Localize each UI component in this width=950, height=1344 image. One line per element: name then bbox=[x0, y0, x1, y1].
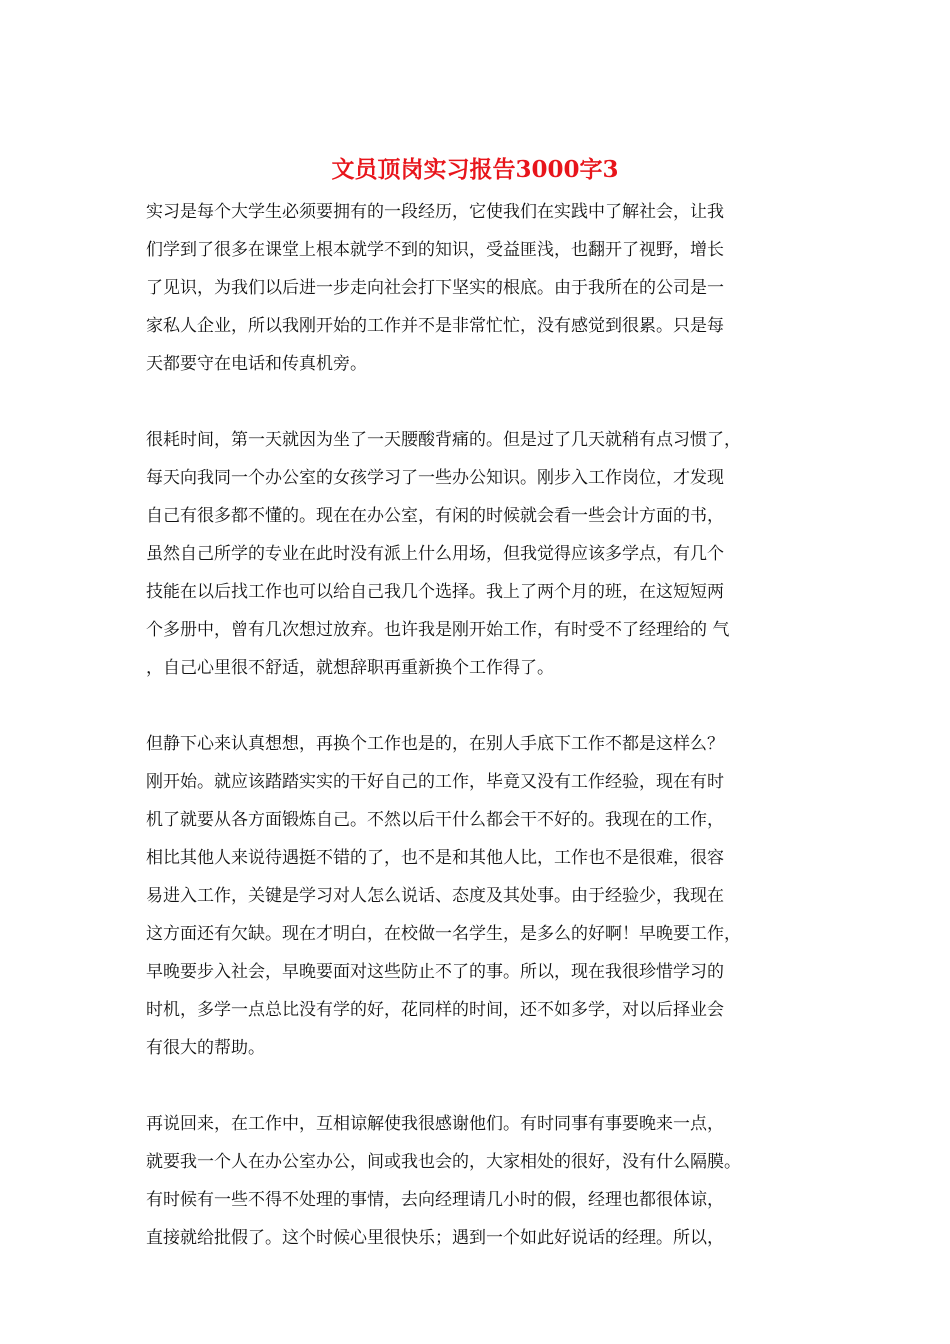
text-line: 们学到了很多在课堂上根本就学不到的知识，受益匪浅，也翻开了视野，增长 bbox=[146, 240, 724, 260]
text-line: 机了就要从各方面锻炼自己。不然以后干什么都会干不好的。我现在的工作， bbox=[146, 810, 724, 830]
text-line: 时机，多学一点总比没有学的好，花同样的时间，还不如多学，对以后择业会 bbox=[146, 1000, 724, 1020]
text-line: 了见识，为我们以后进一步走向社会打下坚实的根底。由于我所在的公司是一 bbox=[146, 278, 724, 298]
text-line: 实习是每个大学生必须要拥有的一段经历，它使我们在实践中了解社会，让我 bbox=[146, 202, 724, 222]
text-line: 有很大的帮助。 bbox=[146, 1038, 265, 1058]
text-line: 自己有很多都不懂的。现在在办公室，有闲的时候就会看一些会计方面的书， bbox=[146, 506, 724, 526]
text-line: ，自己心里很不舒适，就想辞职再重新换个工作得了。 bbox=[146, 658, 554, 678]
text-line: 直接就给批假了。这个时候心里很快乐；遇到一个如此好说话的经理。所以， bbox=[146, 1228, 724, 1248]
text-line: 相比其他人来说待遇挺不错的了，也不是和其他人比，工作也不是很难，很容 bbox=[146, 848, 724, 868]
text-line: 刚开始。就应该踏踏实实的干好自己的工作，毕竟又没有工作经验，现在有时 bbox=[146, 772, 724, 792]
paragraph bbox=[146, 421, 826, 687]
text-line: 但静下心来认真想想，再换个工作也是的，在别人手底下工作不都是这样么？ bbox=[146, 734, 724, 754]
text-line: 有时候有一些不得不处理的事情，去向经理请几小时的假，经理也都很体谅， bbox=[146, 1190, 724, 1210]
text-line: 早晚要步入社会，早晚要面对这些防止不了的事。所以，现在我很珍惜学习的 bbox=[146, 962, 724, 982]
text-line: 很耗时间，第一天就因为坐了一天腰酸背痛的。但是过了几天就稍有点习惯了， bbox=[146, 430, 741, 450]
document-body bbox=[146, 193, 826, 1295]
text-line: 就要我一个人在办公室办公，间或我也会的，大家相处的很好，没有什么隔膜。 bbox=[146, 1152, 741, 1172]
text-line: 再说回来，在工作中，互相谅解使我很感谢他们。有时同事有事要晚来一点， bbox=[146, 1114, 724, 1134]
document-title: 文员顶岗实习报告3000字3 bbox=[331, 156, 619, 183]
text-line: 天都要守在电话和传真机旁。 bbox=[146, 354, 367, 374]
paragraph bbox=[146, 725, 826, 1067]
text-line: 个多册中，曾有几次想过放弃。也许我是刚开始工作，有时受不了经理给的 气 bbox=[146, 620, 730, 640]
paragraph bbox=[146, 1105, 826, 1257]
text-line: 这方面还有欠缺。现在才明白，在校做一名学生，是多么的好啊！早晚要工作， bbox=[146, 924, 741, 944]
text-line: 技能在以后找工作也可以给自己我几个选择。我上了两个月的班，在这短短两 bbox=[146, 582, 724, 602]
text-line: 易进入工作，关键是学习对人怎么说话、态度及其处事。由于经验少，我现在 bbox=[146, 886, 724, 906]
text-line: 每天向我同一个办公室的女孩学习了一些办公知识。刚步入工作岗位，才发现 bbox=[146, 468, 724, 488]
text-line: 虽然自己所学的专业在此时没有派上什么用场，但我觉得应该多学点，有几个 bbox=[146, 544, 724, 564]
text-line: 家私人企业，所以我刚开始的工作并不是非常忙忙，没有感觉到很累。只是每 bbox=[146, 316, 724, 336]
paragraph bbox=[146, 193, 826, 383]
